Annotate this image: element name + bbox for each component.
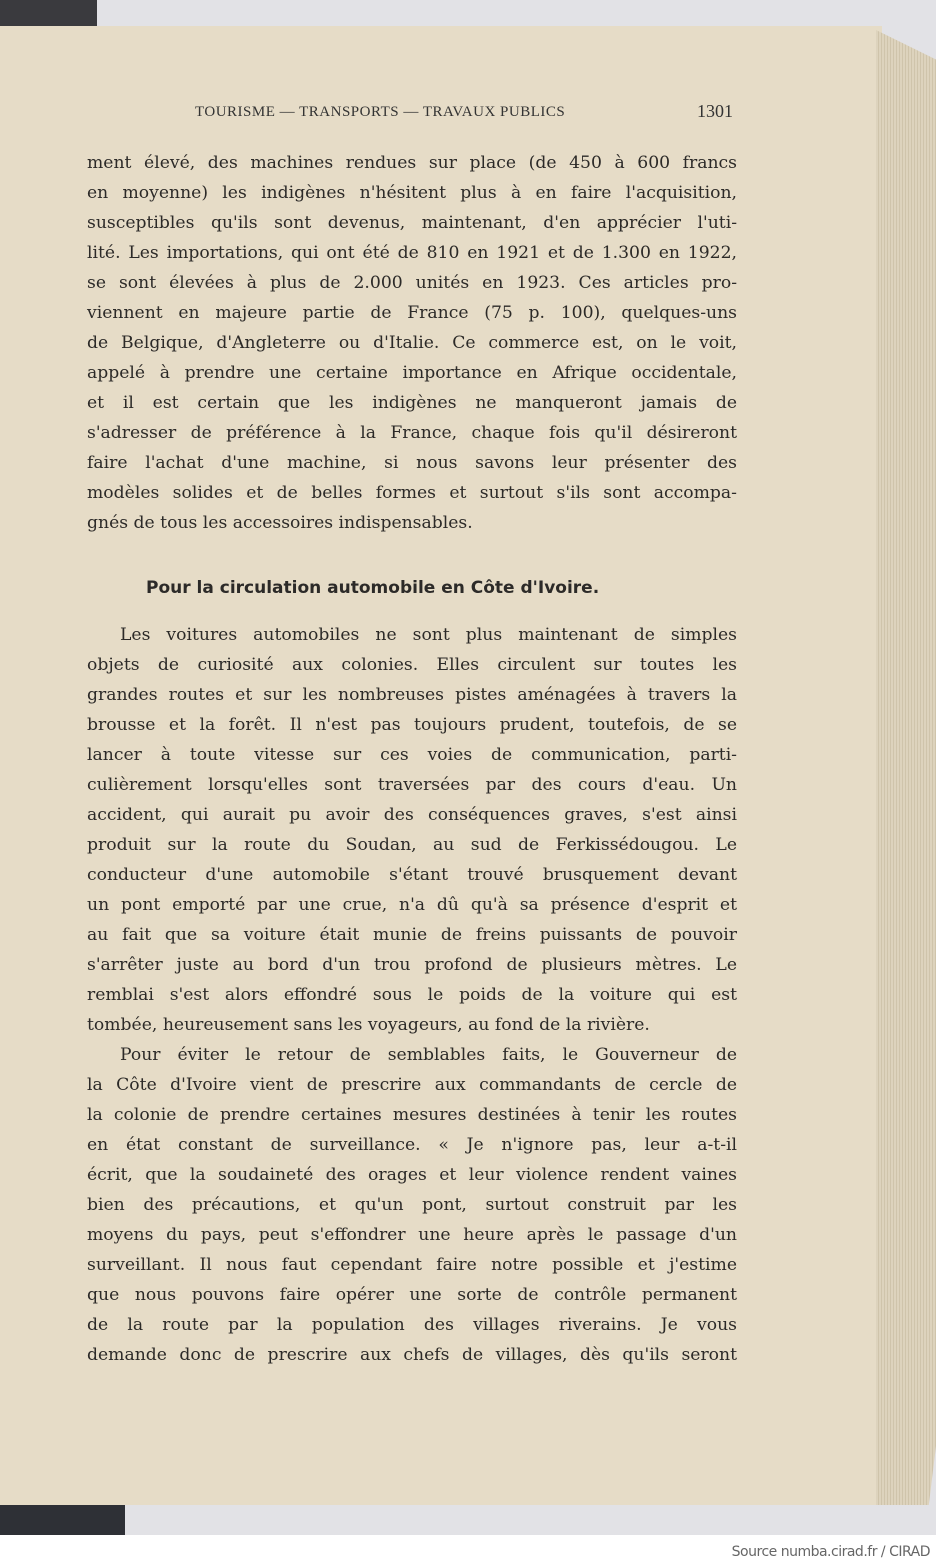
text-line: susceptibles qu'ils sont devenus, maintenant, d'en apprécier l'uti- (87, 213, 737, 233)
source-credit: Source numba.cirad.fr / CIRAD (731, 1544, 930, 1560)
text-line: modèles solides et de belles formes et surtout s'ils sont accompa- (87, 483, 737, 503)
text-line: et il est certain que les indigènes ne manqueront jamais de (87, 393, 737, 413)
text-line: que nous pouvons faire opérer une sorte de contrôle permanent (87, 1285, 737, 1305)
text-line: en état constant de surveillance. « Je n'ignore pas, leur a-t-il (87, 1135, 737, 1155)
text-line: s'arrêter juste au bord d'un trou profond de plusieurs mètres. Le (87, 955, 737, 975)
scanner-clip-bottom (0, 1504, 125, 1535)
text-line: gnés de tous les accessoires indispensables. (87, 513, 473, 533)
text-line: accident, qui aurait pu avoir des conséquences graves, s'est ainsi (87, 805, 737, 825)
text-line: viennent en majeure partie de France (75 p. 100), quelques-uns (87, 303, 737, 323)
text-line: en moyenne) les indigènes n'hésitent plus à en faire l'acquisition, (87, 183, 737, 203)
text-line: faire l'achat d'une machine, si nous savons leur présenter des (87, 453, 737, 473)
paragraph-1 (87, 148, 737, 538)
text-line: produit sur la route du Soudan, au sud de Ferkissédougou. Le (87, 835, 737, 855)
text-line: brousse et la forêt. Il n'est pas toujours prudent, toutefois, de se (87, 715, 737, 735)
text-line: appelé à prendre une certaine importance en Afrique occidentale, (87, 363, 737, 383)
text-line: remblai s'est alors effondré sous le poids de la voiture qui est (87, 985, 737, 1005)
page-number: 1301 (697, 101, 733, 121)
text-line: grandes routes et sur les nombreuses pistes aménagées à travers la (87, 685, 737, 705)
text-line: au fait que sa voiture était munie de freins puissants de pouvoir (87, 925, 737, 945)
text-line: ment élevé, des machines rendues sur place (de 450 à 600 francs (87, 153, 737, 173)
text-line: conducteur d'une automobile s'étant trouvé brusquement devant (87, 865, 737, 885)
text-line: objets de curiosité aux colonies. Elles circulent sur toutes les (87, 655, 737, 675)
text-line: culièrement lorsqu'elles sont traversées par des cours d'eau. Un (87, 775, 737, 795)
text-line: tombée, heureusement sans les voyageurs, au fond de la rivière. (87, 1015, 650, 1035)
text-line: Les voitures automobiles ne sont plus maintenant de simples (120, 625, 737, 645)
text-line: Pour éviter le retour de semblables faits, le Gouverneur de (120, 1045, 737, 1065)
running-header: TOURISME — TRANSPORTS — TRAVAUX PUBLICS (195, 104, 566, 120)
text-line: bien des précautions, et qu'un pont, surtout construit par les (87, 1195, 737, 1215)
text-line: demande donc de prescrire aux chefs de villages, dès qu'ils seront (87, 1345, 737, 1365)
text-line: un pont emporté par une crue, n'a dû qu'à sa présence d'esprit et (87, 895, 737, 915)
text-line: se sont élevées à plus de 2.000 unités en 1923. Ces articles pro- (87, 273, 737, 293)
text-line: la colonie de prendre certaines mesures destinées à tenir les routes (87, 1105, 737, 1125)
text-line: s'adresser de préférence à la France, chaque fois qu'il désireront (87, 423, 737, 443)
text-line: moyens du pays, peut s'effondrer une heure après le passage d'un (87, 1225, 737, 1245)
text-line: de la route par la population des villages riverains. Je vous (87, 1315, 737, 1335)
text-line: surveillant. Il nous faut cependant faire notre possible et j'estime (87, 1255, 737, 1275)
text-line: lité. Les importations, qui ont été de 810 en 1921 et de 1.300 en 1922, (87, 243, 737, 263)
text-line: la Côte d'Ivoire vient de prescrire aux commandants de cercle de (87, 1075, 737, 1095)
text-line: de Belgique, d'Angleterre ou d'Italie. Ce commerce est, on le voit, (87, 333, 737, 353)
scanner-clip-top (0, 0, 97, 28)
paragraph-2 (87, 620, 737, 1040)
text-line: écrit, que la soudaineté des orages et leur violence rendent vaines (87, 1165, 737, 1185)
section-heading: Pour la circulation automobile en Côte d'Ivoire. (146, 578, 600, 598)
page-edges (876, 30, 936, 1505)
text-line: lancer à toute vitesse sur ces voies de communication, parti- (87, 745, 737, 765)
paragraph-3 (87, 1040, 737, 1370)
